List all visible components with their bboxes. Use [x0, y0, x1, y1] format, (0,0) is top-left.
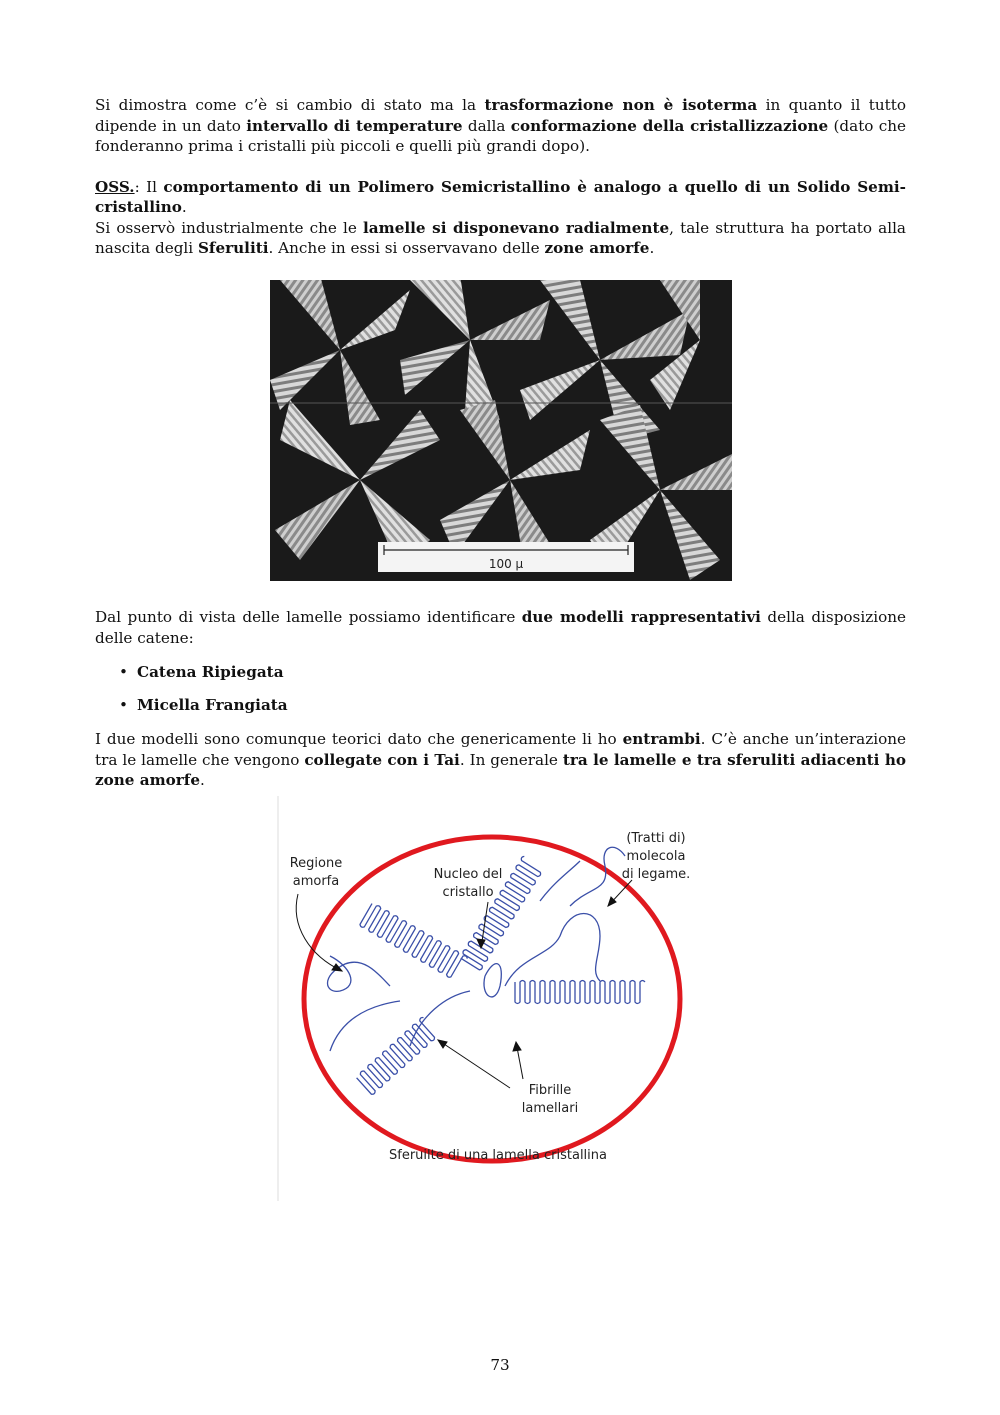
label-arrows [296, 880, 632, 1088]
text: I due modelli sono comunque teorici dato che genericamente li ho [95, 730, 623, 748]
text: dalla [462, 116, 511, 135]
text: . [200, 771, 205, 789]
bold-text: intervallo di temperature [246, 116, 463, 135]
label-nucleo: Nucleo del [433, 867, 503, 882]
micrograph-svg [270, 280, 732, 581]
text: . Anche in essi si osservavano delle [268, 239, 545, 257]
text: della disposizione delle catene: [95, 608, 906, 647]
page-number: 73 [490, 1356, 510, 1374]
model-name: Micella Frangiata [137, 696, 288, 714]
bold-text: Sferuliti [197, 239, 269, 257]
lamella [360, 904, 467, 978]
bold-text: due modelli rappresentativi [521, 608, 761, 626]
bold-text: collegate con i Tai [304, 750, 460, 769]
bold-text: conformazione della cristallizzazione [510, 116, 829, 135]
paragraph-oss [95, 177, 906, 218]
label-lamellari: lamellari [521, 1101, 579, 1116]
label-legame: di legame. [621, 867, 691, 882]
page-content [95, 95, 906, 259]
spherulite-micrograph [270, 280, 732, 581]
paragraph-sferuliti [95, 218, 906, 259]
oss-label: OSS. [95, 177, 135, 196]
bullet: • [119, 696, 128, 714]
paragraph-tai [95, 729, 906, 791]
model-name: Catena Ripiegata [137, 663, 284, 681]
diagram-caption: Sferuilte di una lamella cristallina [389, 1148, 607, 1163]
paragraph-transformation [95, 95, 906, 157]
text: , tale struttura ha portato alla nascita degli [95, 218, 906, 257]
models-list [95, 662, 906, 728]
bold-text: entrambi [622, 730, 701, 748]
text: (dato che fonderanno prima i cristalli più piccoli e quelli più grandi dopo). [95, 116, 907, 155]
text: . In generale [459, 750, 563, 769]
label-tratti: (Tratti di) [626, 831, 686, 846]
diagram-svg [270, 796, 732, 1201]
bullet: • [119, 663, 128, 681]
label-amorfa: amorfa [292, 874, 340, 889]
text: Si osservò industrialmente che le [95, 218, 364, 237]
bold-text: trasformazione non è isoterma [484, 96, 758, 114]
text: . [181, 198, 187, 216]
label-molecola: molecola [626, 849, 686, 864]
lamella [515, 981, 645, 1004]
list-item [95, 695, 906, 715]
label-regione: Regione [289, 856, 343, 871]
bold-text: lamelle si disponevano radialmente [363, 218, 670, 237]
text: in quanto il tutto dipende in un dato [95, 96, 906, 135]
scale-bar-label: 100 μ [488, 557, 524, 571]
bold-text: tra le lamelle e tra sferuliti adiacenti ho zone amorfe [95, 750, 906, 789]
bold-text: zone amorfe [544, 239, 650, 257]
text: . [649, 239, 655, 257]
text: : Il [134, 177, 164, 196]
bold-text: comportamento di un Polimero Semicristallino è analogo a quello di un Solido Semi-cristallino [95, 177, 906, 216]
text: Si dimostra come c’è si cambio di stato ma la [95, 96, 485, 114]
text: . C’è anche un’interazione tra le lamelle che vengono [95, 730, 906, 769]
label-cristallo: cristallo [442, 885, 494, 900]
list-item [95, 662, 906, 682]
spherulite-diagram [270, 796, 732, 1201]
label-fibrille: Fibrille [528, 1083, 572, 1098]
text: Dal punto di vista delle lamelle possiamo identificare [95, 608, 522, 626]
lamella [357, 1018, 435, 1095]
paragraph-models [95, 607, 906, 648]
